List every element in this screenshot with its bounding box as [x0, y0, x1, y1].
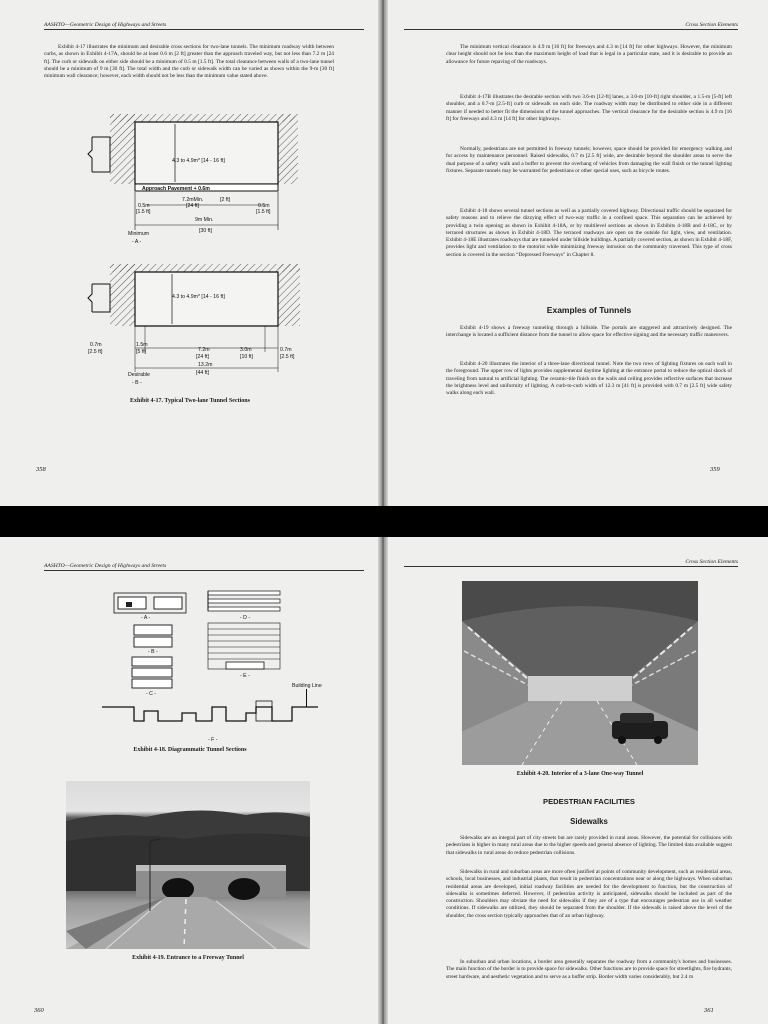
label-a: - A -: [141, 615, 151, 621]
section-b-label: - B -: [132, 380, 142, 386]
tunnel-section-b-diagram: [80, 262, 310, 390]
clearance-label: 4.3 to 4.9m* [14 - 16 ft]: [172, 158, 225, 164]
page-359: [388, 0, 768, 506]
wall-width-ft-label: [30 ft]: [199, 228, 212, 234]
depressed-freeway-profile: [102, 707, 318, 721]
curb-right-ft-label: [1.5 ft]: [256, 209, 271, 215]
book-gutter: [378, 0, 388, 506]
wall-width-label: 9m Min.: [195, 217, 214, 223]
pedestrian-facilities-heading: PEDESTRIAN FACILITIES: [543, 797, 635, 806]
tunnel-sections-diagram: [96, 589, 326, 749]
tunnel-interior-photo: [462, 581, 698, 765]
label-b: - B -: [148, 649, 158, 655]
page-number: 361: [704, 1007, 714, 1014]
lanes-label: 7.2m: [198, 347, 210, 353]
paragraph-1: The minimum vertical clearance is 4.9 m [16 ft] for freeways and 4.3 m [14 ft] for other highways. However, the minimum clear height should not be less than the maximum height of load that is legal in a particular state, and it is desirable to provide an allowance for future repaving of the roadways.: [446, 44, 732, 65]
total-width-label: 13.2m: [198, 362, 213, 368]
min-roadway-ft-label: [24 ft]: [186, 203, 199, 209]
walk-left-label: 0.7m: [90, 342, 102, 348]
rock-hatch-left: [110, 114, 135, 184]
label-c: - C -: [146, 691, 157, 697]
paragraph-2: Sidewalks in rural and suburban areas are more often justified at points of community development, such as residential areas, schools, local businesses, and industrial plants, that result in pedestrian concentrations near or along the highways. When suburban residential areas are developed, initial roadway facilities are needed for the development to function, but the construction of sidewalks is sometimes deferred. However, if pedestrian activity is anticipated, sidewalks should be included as part of the construction. Shoulders may obviate the need for sidewalks if they are of a type that encourages pedestrian use in all weather conditions. If sidewalks are utilized, they should be separated from the shoulder. If the sidewalk is raised above the level of the shoulder, the cross section typically approaches that of an urban highway.: [446, 869, 732, 919]
running-head: AASHTO—Geometric Design of Highways and Streets: [44, 563, 364, 571]
approach-ft-label: [2 ft]: [220, 197, 231, 203]
shoulder-left-ft-label: [5 ft]: [136, 349, 147, 355]
label-f: - F -: [208, 737, 218, 743]
page-358: [0, 0, 378, 506]
walk-left-ft-label: [2.5 ft]: [88, 349, 103, 355]
exhibit-4-20-caption: Exhibit 4-20. Interior of a 3-lane One-way Tunnel: [516, 771, 644, 777]
walk-right-label: 0.7m: [280, 347, 292, 353]
page-number: 359: [710, 466, 720, 473]
book-gutter: [378, 537, 388, 1024]
rock-hatch-top: [110, 114, 295, 122]
paragraph-3: Normally, pedestrians are not permitted in freeway tunnels; however, space should be provided for emergency walking and for access by maintenance personnel. Raised sidewalks, 0.7 m [2.5 ft] wide, are desirable beyond the shoulder areas to serve the dual purpose of a safety walk and a buffer to prevent the overhang of vehicles from damaging the wall finish or the tunnel lighting fixtures. Separate tunnels may be warranted for pedestrians or other special uses, such as bicycle routes.: [446, 146, 732, 174]
scan-separator-band: [0, 506, 768, 537]
section-a-label: - A -: [132, 239, 142, 245]
curb-left-label: 0.5m: [138, 203, 150, 209]
building-line-label: Building Line: [292, 683, 322, 689]
minimum-label: Minimum: [128, 231, 150, 237]
ventilation-duct: [88, 137, 110, 172]
min-roadway-label: 7.2mMin.: [182, 197, 204, 203]
paragraph-3: In suburban and urban locations, a border area generally separates the roadway from a community's homes and businesses. The main function of the border is to provide space for sidewalks. Other functions are to provide space for streetlights, fire hydrants, street hardware, and aesthetic vegetation and to serve as a buffer strip. Border width varies considerably, but 2.4 m: [446, 959, 732, 980]
body-paragraph: Exhibit 4-17 illustrates the minimum and desirable cross sections for two-lane tunnels. The minimum roadway width between curbs, as shown in Exhibit 4-17A, should be at least 0.6 m [2 ft] greater than the approach traveled way, but not less than 7.2 m [24 ft]. The curb or sidewalk on either side should be a minimum of 0.5 m [1.5 ft]. The total clearance between walls of a two-lane tunnel should be a minimum of 9 m [30 ft]. The total width and the curb or sidewalk width can be varied as shown within the 9-m [30 ft] minimum wall clearance; however, each width should not be less than the minimum value stated above.: [44, 44, 334, 80]
running-head: AASHTO—Geometric Design of Highways and Streets: [44, 22, 364, 30]
curb-right-label: 0.5m: [258, 203, 270, 209]
paragraph-2: Exhibit 4-17B illustrates the desirable section with two 3.6-m [12-ft] lanes, a 3.0-m [10-ft] right shoulder, a 1.5-m [5-ft] left shoulder, and a 0.7-m [2.5-ft] curb or sidewalk on each side. The roadway width may be distributed to either side in a different manner if needed to better fit the dimensions of the tunnel approaches. The vertical clearance for the desirable section is 4.9 m [16 ft] for freeways and 4.3 m [14 ft] for other highways.: [446, 94, 732, 122]
tunnel-entrance-photo: [66, 781, 310, 949]
page-number: 358: [36, 466, 46, 473]
approach-pavement-label: Approach Pavement + 0.6m: [142, 186, 210, 192]
total-width-ft-label: [44 ft]: [196, 370, 209, 376]
sidewalks-heading: Sidewalks: [570, 817, 608, 826]
examples-heading: Examples of Tunnels: [546, 305, 632, 315]
shoulder-right-ft-label: [10 ft]: [240, 354, 253, 360]
page-361: [388, 537, 768, 1024]
clearance-label: 4.3 to 4.9m* [14 - 16 ft]: [172, 294, 225, 300]
label-d: - D -: [240, 615, 251, 621]
curb-left-ft-label: [1.5 ft]: [136, 209, 151, 215]
paragraph-4: Exhibit 4-18 shows several tunnel sections as well as a partially covered highway. Directional traffic should be separated for safety reasons and to relieve the dizzying effect of two-way traffic in a confined space. This separation can be achieved by providing a twin opening as shown in Exhibit 4-18A, or by multilevel sections as shown in Exhibits 4-18B and 4-18C, or by terraced structures as shown in Exhibit 4-18D. The terraced roadways are open on the outside for light, view, and ventilation. Exhibit 4-18E illustrates roadways that are tunneled under hillside buildings. A partially covered section, as shown in Exhibit 4-18F, provides light and ventilation to the motorist while minimizing freeway intrusion on the community traversed. This type of cross section is covered in the section “Depressed Freeways” in Chapter 8.: [446, 208, 732, 258]
exhibit-4-17-caption: Exhibit 4-17. Typical Two-lane Tunnel Sections: [130, 398, 250, 404]
label-e: - E -: [240, 673, 250, 679]
shoulder-left-label: 1.5m: [136, 342, 148, 348]
paragraph-6: Exhibit 4-20 illustrates the interior of a three-lane directional tunnel. Note the two rows of lighting fixtures on each wall in the foreground. The upper row of lights provides supplemental daytime lighting at the entrance portal to reduce the optical shock of traveling from natural to artificial lighting. The ceramic-tile finish on the walls and ceiling provides reflective surfaces that increase the brightness level and uniformity of lighting. A curb-to-curb width of 12.3 m [41 ft] is provided with 0.7 m [2.5 ft] wide safety walks along each wall.: [446, 361, 732, 397]
bottom-spread: [0, 537, 768, 1024]
paragraph-1: Sidewalks are an integral part of city streets but are rarely provided in rural areas. However, the potential for collisions with pedestrians is higher in many rural areas due to the higher speeds and general absence of lighting. The limited data available suggest that sidewalks in rural areas do reduce pedestrian collisions.: [446, 835, 732, 856]
lanes-ft-label: [24 ft]: [196, 354, 209, 360]
walk-right-ft-label: [2.5 ft]: [280, 354, 295, 360]
rock-hatch-right: [278, 114, 298, 184]
desirable-label: Desirable: [128, 372, 150, 378]
exhibit-4-19-caption: Exhibit 4-19. Entrance to a Freeway Tunnel: [132, 955, 244, 961]
exhibit-4-18-caption: Exhibit 4-18. Diagrammatic Tunnel Sections: [133, 747, 247, 753]
tunnel-section-a-diagram: [80, 112, 300, 247]
tunnel-outline: [135, 122, 278, 184]
shoulder-right-label: 3.0m: [240, 347, 252, 353]
page-number: 360: [34, 1007, 44, 1014]
running-head: Cross Section Elements: [404, 559, 738, 567]
page-360: [0, 537, 378, 1024]
running-head: Cross Section Elements: [404, 22, 738, 30]
top-spread: [0, 0, 768, 506]
paragraph-5: Exhibit 4-19 shows a freeway tunneling through a hillside. The portals are staggered and attractively designed. The interchange is located a sufficient distance from the tunnel to allow space for effective signing and the necessary traffic maneuvers.: [446, 325, 732, 339]
